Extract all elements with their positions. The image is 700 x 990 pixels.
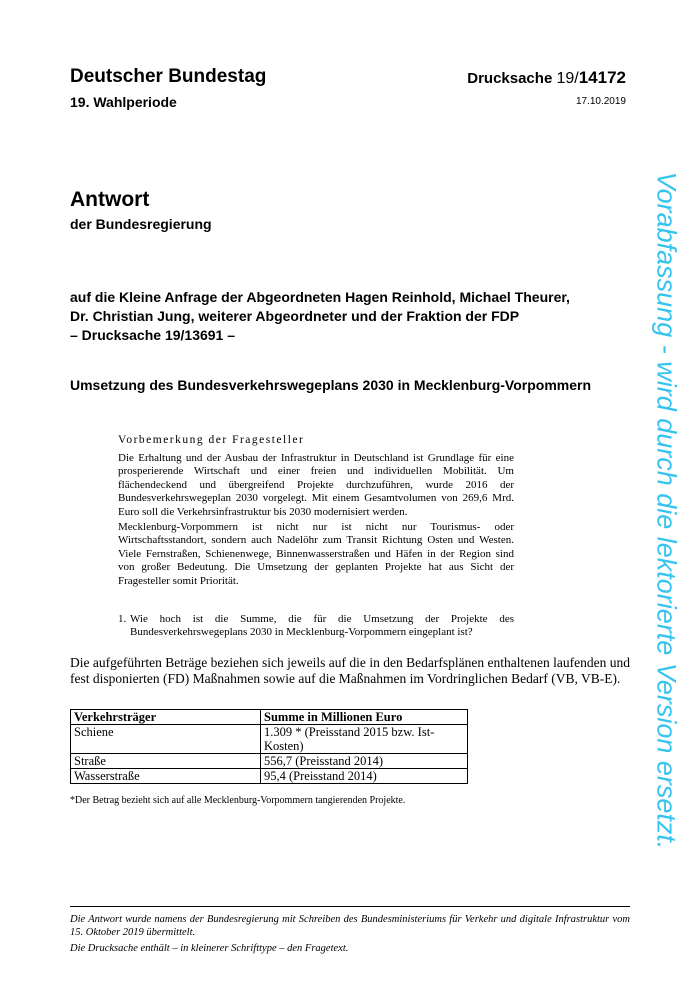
- draft-watermark: Vorabfassung - wird durch die lektorierte Version ersetzt.: [651, 171, 682, 850]
- document-subtitle: der Bundesregierung: [70, 216, 212, 232]
- drucksache-number: [467, 68, 626, 88]
- inquiry-line-3: – Drucksache 19/13691 –: [70, 327, 236, 343]
- footer-notes: [70, 913, 630, 955]
- funding-table: [70, 709, 468, 784]
- table-cell: Schiene: [71, 725, 261, 754]
- drucksache-prefix: 19/: [556, 70, 579, 87]
- table-footnote: *Der Betrag bezieht sich auf alle Mecklenburg-Vorpommern tangierenden Projekte.: [70, 795, 406, 806]
- table-cell: 95,4 (Preisstand 2014): [261, 769, 468, 784]
- question-1: [118, 613, 514, 640]
- answer-paragraph: Die aufgeführten Beträge beziehen sich jeweils auf die in den Bedarfsplänen enthaltenen laufenden und fest disponierten (FD) Maßnahmen sowie auf die Maßnahmen im Vordringlichen Bedarf (VB, VB-E).: [70, 655, 630, 686]
- inquiry-reference: [70, 288, 630, 345]
- table-header-cell: Summe in Millionen Euro: [261, 710, 468, 725]
- drucksache-label: Drucksache: [467, 70, 553, 87]
- table-cell: Straße: [71, 754, 261, 769]
- drucksache-id: 14172: [578, 68, 626, 87]
- question-number: 1.: [118, 613, 127, 625]
- table-header-cell: Verkehrsträger: [71, 710, 261, 725]
- subject-heading: Umsetzung des Bundesverkehrswegeplans 2030 in Mecklenburg-Vorpommern: [70, 377, 592, 393]
- table-header-row: [71, 710, 468, 725]
- table-cell: 1.309 * (Preisstand 2015 bzw. Ist-Kosten): [261, 725, 468, 754]
- table-row: [71, 769, 468, 784]
- document-title: Antwort: [70, 188, 150, 211]
- table-cell: 556,7 (Preisstand 2014): [261, 754, 468, 769]
- preliminary-remark-paragraph-2: Mecklenburg-Vorpommern ist nicht nur ist nicht nur Tourismus- oder Wirtschaftsstandort, sondern auch Nadelöhr zum Transit Richtung Osten und Westen. Viele Fernstraßen, Schienenwege, Binnenwasserstraßen und Häfen in der Region sind von großer Bedeutung. Die Umsetzung der geplanten Projekte hat aus Sicht der Fragesteller somit Priorität.: [118, 521, 514, 587]
- preliminary-remark-title: Vorbemerkung der Fragesteller: [118, 434, 305, 446]
- institution-title: Deutscher Bundestag: [70, 66, 267, 87]
- table-cell: Wasserstraße: [71, 769, 261, 784]
- inquiry-line-1: auf die Kleine Anfrage der Abgeordneten Hagen Reinhold, Michael Theurer,: [70, 289, 570, 305]
- preliminary-remark-paragraph-1: Die Erhaltung und der Ausbau der Infrastruktur in Deutschland ist Grundlage für eine prosperierende Wirtschaft und einer freien und individuellen Mobilität. Um flächendeckend und übergreifend Projekte durchzuführen, wurde 2016 der Bundesverkehrswegeplan 2030 vorgelegt. Mit einem Gesamtvolumen von 269,6 Mrd. Euro soll die Verkehrsinfrastruktur bis 2030 modernisiert werden.: [118, 452, 514, 518]
- table-row: [71, 725, 468, 754]
- election-period: 19. Wahlperiode: [70, 94, 177, 110]
- footer-note-1: Die Antwort wurde namens der Bundesregierung mit Schreiben des Bundesministeriums für Verkehr und digitale Infrastruktur vom 15. Oktober 2019 übermittelt.: [70, 914, 630, 938]
- document-date: 17.10.2019: [575, 96, 626, 107]
- question-text: Wie hoch ist die Summe, die für die Umsetzung der Projekte des Bundesverkehrswegeplans 2030 in Mecklenburg-Vorpommern eingeplant ist?: [130, 613, 514, 639]
- footer-note-2: Die Drucksache enthält – in kleinerer Schrifttype – den Fragetext.: [70, 943, 349, 954]
- inquiry-line-2: Dr. Christian Jung, weiterer Abgeordneter und der Fraktion der FDP: [70, 308, 520, 324]
- table-row: [71, 754, 468, 769]
- footer-divider: [70, 906, 630, 907]
